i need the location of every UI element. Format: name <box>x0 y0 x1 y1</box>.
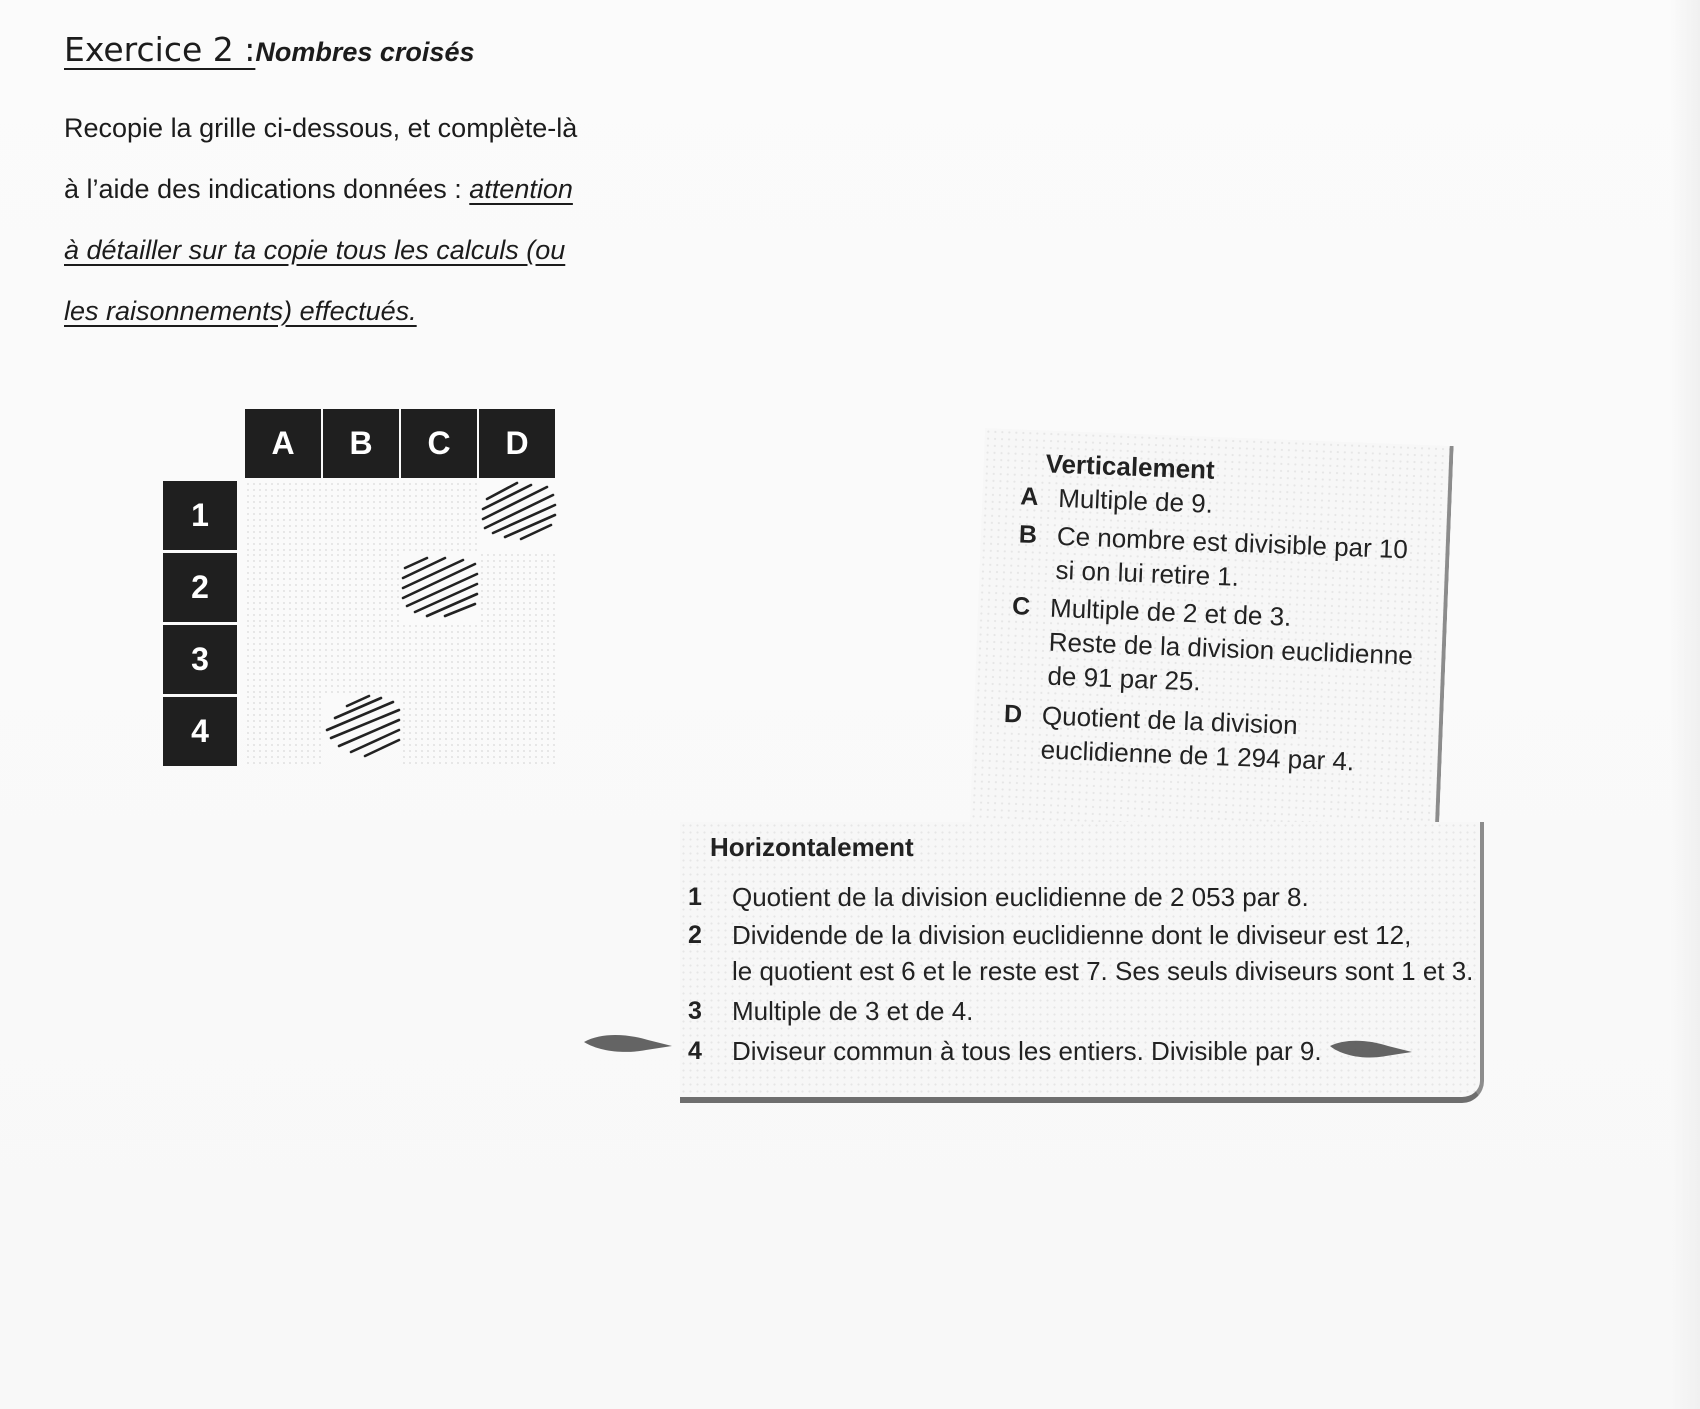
exercise-number: Exercice 2 : <box>64 30 256 69</box>
hatch-pattern-2c <box>401 552 479 623</box>
clue-text: Ce nombre est divisible par 10 <box>1056 520 1409 565</box>
crossword-grid <box>163 409 563 769</box>
column-header-c: C <box>401 409 477 478</box>
instruction-line-2 <box>64 159 684 220</box>
cell-4a[interactable] <box>245 694 323 765</box>
cell-1a[interactable] <box>245 481 323 552</box>
cell-1c[interactable] <box>401 481 479 552</box>
clue-text-continued: euclidienne de 1 294 par 4. <box>1040 734 1355 777</box>
clue-text: Multiple de 2 et de 3. <box>1049 592 1292 632</box>
cell-4d[interactable] <box>479 694 557 765</box>
exercise-title <box>64 30 474 69</box>
horizontal-clues-title: Horizontalement <box>710 832 914 862</box>
clue-text: Quotient de la division <box>1041 700 1299 741</box>
clue-text-continued: Reste de la division euclidienne <box>1048 626 1414 671</box>
clue-text-continued: le quotient est 6 et le reste est 7. Ses seuls diviseurs sont 1 et 3. <box>732 956 1474 986</box>
clue-text-continued: de 91 par 25. <box>1046 660 1202 697</box>
instruction-line-1: Recopie la grille ci-dessous, et complète-là <box>64 113 578 143</box>
clue-number: 2 <box>688 921 702 949</box>
clue-number: 4 <box>688 1037 702 1065</box>
instruction-line-4: les raisonnements) effectués. <box>64 296 417 326</box>
clue-text: Multiple de 9. <box>1057 482 1214 519</box>
row-header-4: 4 <box>163 697 237 766</box>
cell-2d[interactable] <box>479 552 557 623</box>
clue-letter: A <box>1019 482 1039 512</box>
clue-text: Dividende de la division euclidienne dont le diviseur est 12, <box>732 920 1412 950</box>
cell-2b[interactable] <box>323 552 401 623</box>
instruction-warning-start: attention <box>469 174 573 204</box>
hatch-pattern-4b <box>323 694 401 765</box>
vertical-clues-card <box>969 428 1453 852</box>
clue-text: Diviseur commun à tous les entiers. Divisible par 9. <box>732 1036 1322 1066</box>
cell-1d-blocked <box>479 481 557 552</box>
instructions <box>64 98 684 342</box>
paper-edge-shadow <box>1670 0 1700 1409</box>
clue-letter: D <box>1003 699 1023 729</box>
vertical-clues-title: Verticalement <box>1045 448 1216 485</box>
clue-text-continued: si on lui retire 1. <box>1055 554 1240 592</box>
cell-4b-blocked <box>323 694 401 765</box>
glue-smudge-right <box>1328 1036 1414 1062</box>
clue-number: 3 <box>688 997 702 1025</box>
cell-2a[interactable] <box>245 552 323 623</box>
row-header-1: 1 <box>163 481 237 550</box>
clue-number: 1 <box>688 883 702 911</box>
cell-3b[interactable] <box>323 623 401 694</box>
instruction-line-2-plain: à l’aide des indications données : <box>64 174 470 204</box>
cell-2c-blocked <box>401 552 479 623</box>
exercise-subtitle: Nombres croisés <box>255 37 475 67</box>
clue-letter: C <box>1011 592 1031 621</box>
grid-cells <box>239 481 557 766</box>
column-header-d: D <box>479 409 555 478</box>
column-header-b: B <box>323 409 399 478</box>
glue-smudge-left <box>582 1030 674 1058</box>
hatch-pattern-1d <box>479 481 557 552</box>
instruction-line-3: à détailler sur ta copie tous les calculs (ou <box>64 235 566 265</box>
clue-text: Multiple de 3 et de 4. <box>732 996 974 1026</box>
column-header-a: A <box>245 409 321 478</box>
cell-4c[interactable] <box>401 694 479 765</box>
cell-3a[interactable] <box>245 623 323 694</box>
cell-3d[interactable] <box>479 623 557 694</box>
clue-text: Quotient de la division euclidienne de 2 053 par 8. <box>732 882 1309 912</box>
cell-1b[interactable] <box>323 481 401 552</box>
clue-letter: B <box>1018 520 1038 550</box>
row-header-3: 3 <box>163 625 237 694</box>
row-header-2: 2 <box>163 553 237 622</box>
cell-3c[interactable] <box>401 623 479 694</box>
